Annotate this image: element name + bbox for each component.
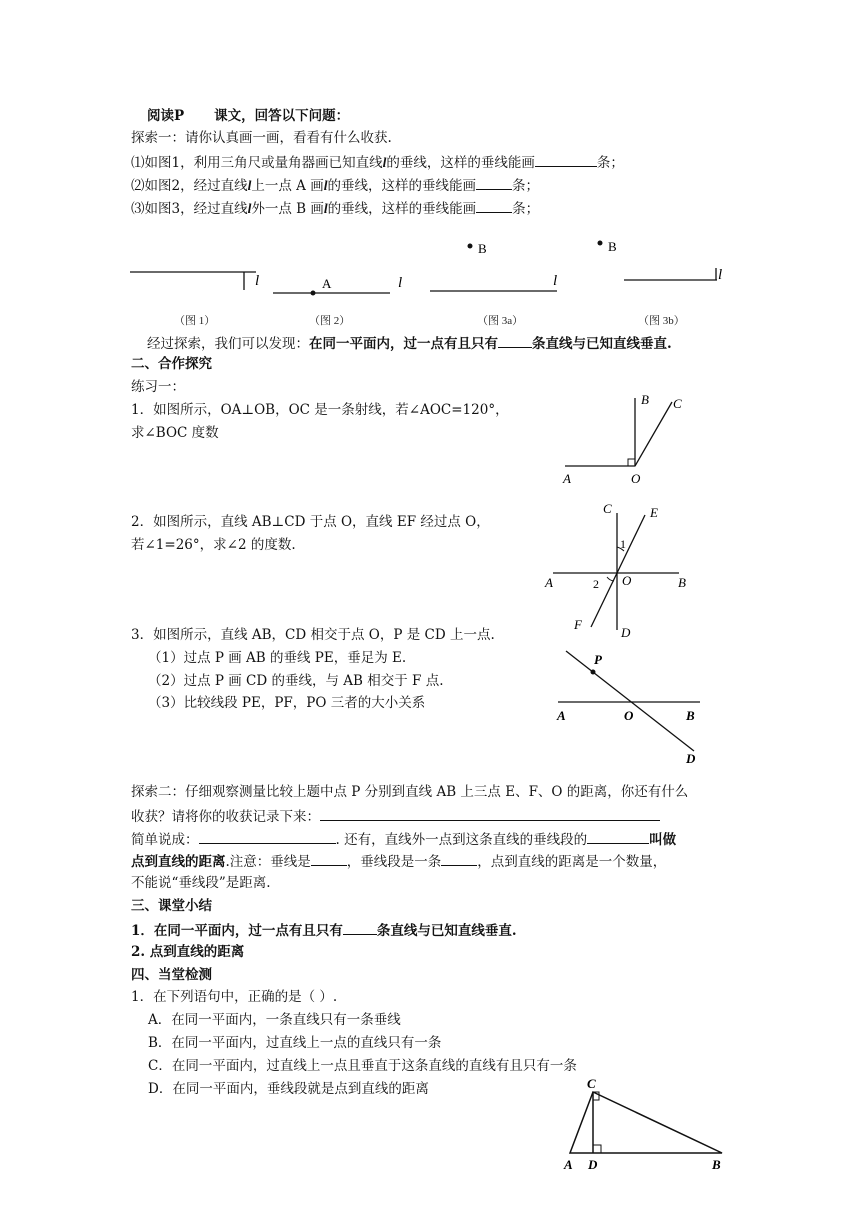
label-a: A (563, 471, 571, 486)
right-angle-mark-d (593, 1145, 601, 1153)
fig1-label-l: l (255, 273, 260, 289)
q3-text-a: ⑶如图3，经过直线 (131, 201, 248, 217)
question-2 (131, 175, 539, 195)
summary-item1-b: 条直线与已知直线垂直. (376, 923, 517, 939)
figure-ex2 (535, 495, 705, 645)
fig3a-label-b: B (478, 241, 487, 256)
fig3b-label-l: l (718, 267, 723, 283)
reading-heading (147, 107, 349, 125)
figure-ex3 (550, 645, 720, 770)
label-e: E (650, 505, 658, 520)
fig2-label-l: l (398, 275, 403, 291)
explore2-line2-text: 收获？请将你的收获记录下来： (131, 809, 320, 825)
ex1-line1: 1．如图所示，OA⊥OB，OC 是一条射线，若∠AOC=120°， (131, 402, 509, 418)
question-1 (131, 152, 624, 172)
label-d: D (686, 751, 696, 766)
explore2-line4-bold: 点到直线的距离 (131, 854, 226, 870)
q1-text-b: 的垂线，这样的垂线能画 (386, 155, 535, 171)
explore2-line3-b: . 还有，直线外一点到这条直线的垂线段的 (335, 832, 588, 848)
explore2-line4-b: ，垂线段是一条 (346, 854, 442, 870)
answer-blank[interactable] (311, 851, 347, 866)
explore2-line3-c: 叫做 (649, 832, 677, 848)
figures-row (0, 235, 860, 335)
ex2-line1: 2．如图所示，直线 AB⊥CD 于点 O，直线 EF 经过点 O， (131, 514, 490, 530)
right-angle-mark (628, 459, 635, 466)
line-l-label: l (323, 178, 328, 193)
answer-blank[interactable] (587, 829, 649, 844)
label-a: A (564, 1157, 573, 1172)
conclusion (147, 333, 672, 353)
label-c: C (587, 1076, 596, 1091)
label-b: B (712, 1157, 721, 1172)
line-ef (591, 515, 645, 627)
section3-title: 三、课堂小结 (131, 898, 212, 914)
caption-fig1: （图 1） (174, 315, 216, 327)
ex1-line2: 求∠BOC 度数 (131, 425, 219, 441)
ex3-line1: 3．如图所示，直线 AB，CD 相交于点 O，P 是 CD 上一点. (131, 627, 495, 643)
label-1: 1 (620, 537, 626, 551)
answer-blank[interactable] (476, 175, 512, 190)
ex2-line2: 若∠1=26°，求∠2 的度数. (131, 537, 296, 553)
summary-item2: 2. 点到直线的距离 (131, 944, 245, 960)
caption-fig2: （图 2） (309, 315, 351, 327)
option-c[interactable]: C．在同一平面内，过直线上一点且垂直于这条直线的直线有且只有一条 (148, 1058, 577, 1074)
q2-text-d: 条； (511, 178, 539, 194)
label-o: O (631, 471, 641, 486)
figure-triangle (560, 1075, 730, 1175)
explore2-line4 (131, 851, 666, 871)
label-f: F (574, 617, 582, 632)
label-2: 2 (593, 577, 599, 591)
explore2-line3-a: 简单说成： (131, 832, 199, 848)
answer-blank[interactable] (343, 920, 377, 935)
explore2-line2 (131, 806, 660, 826)
point-p (591, 670, 596, 675)
explore2-line1: 探索二：仔细观察测量比较上题中点 P 分别到直线 AB 上三点 E、F、O 的距离，你还有什么 (131, 784, 689, 800)
label-o: O (622, 573, 632, 588)
fig3a-label-l: l (553, 273, 558, 289)
question-3 (131, 198, 539, 218)
answer-blank[interactable] (476, 198, 512, 213)
q1-text-c: 条； (596, 155, 624, 171)
summary-item1-a: 1．在同一平面内，过一点有且只有 (131, 923, 343, 939)
ex3-step1: （1）过点 P 画 AB 的垂线 PE，垂足为 E. (148, 650, 407, 666)
figure-ex1 (555, 390, 695, 490)
conclusion-prefix: 经过探索，我们可以发现： (147, 336, 309, 352)
label-c: C (673, 396, 682, 411)
explore2-line4-c: ，点到直线的距离是一个数量， (477, 854, 667, 870)
answer-blank[interactable] (498, 333, 532, 348)
q2-text-c: 的垂线，这样的垂线能画 (327, 178, 476, 194)
line-l-label: l (247, 201, 252, 216)
label-d: D (588, 1157, 598, 1172)
summary-item1 (131, 920, 517, 940)
caption-fig3a: （图 3a） (477, 315, 524, 327)
answer-blank[interactable] (199, 829, 336, 844)
q2-text-b: 上一点 A 画 (251, 178, 324, 194)
section2-title: 二、合作探究 (131, 356, 212, 372)
option-b[interactable]: B．在同一平面内，过直线上一点的直线只有一条 (148, 1035, 442, 1051)
label-o: O (624, 708, 634, 723)
fig3b-label-b: B (608, 239, 617, 254)
fig2-point-a (311, 291, 316, 296)
q2-text-a: ⑵如图2，经过直线 (131, 178, 248, 194)
q3-text-d: 条； (512, 201, 540, 217)
fig3a-point-b (468, 244, 473, 249)
ex3-step3: （3）比较线段 PE，PF，PO 三者的大小关系 (148, 695, 426, 711)
label-p: P (594, 652, 602, 667)
section4-title: 四、当堂检测 (131, 967, 212, 983)
answer-blank[interactable] (535, 152, 597, 167)
option-d[interactable]: D．在同一平面内，垂线段就是点到直线的距离 (148, 1081, 429, 1097)
conclusion-bold-a: 在同一平面内，过一点有且只有 (309, 336, 498, 352)
label-b: B (641, 392, 649, 407)
explore1-intro: 探索一：请你认真画一画，看看有什么收获. (131, 130, 392, 146)
q1-text-a: ⑴如图1，利用三角尺或量角器画已知直线 (131, 155, 383, 171)
label-c: C (603, 501, 612, 516)
conclusion-bold-b: 条直线与已知直线垂直. (532, 336, 672, 352)
explore2-line3 (131, 829, 676, 849)
reading-heading-b: 课文，回答以下问题： (214, 108, 350, 124)
angle2-arc (607, 577, 614, 581)
practice-label: 练习一： (131, 379, 185, 395)
explore2-line5: 不能说“垂线段”是距离. (131, 875, 271, 891)
line-l-label: l (382, 155, 387, 170)
line-l-label: l (323, 201, 328, 216)
option-a[interactable]: A．在同一平面内，一条直线只有一条垂线 (148, 1012, 401, 1028)
line-l-label: l (247, 178, 252, 193)
line-cd (566, 651, 694, 751)
fig3b-point-b (598, 241, 603, 246)
ex3-step2: （2）过点 P 画 CD 的垂线，与 AB 相交于 F 点. (148, 673, 444, 689)
test-q1: 1．在下列语句中，正确的是（ ）. (131, 989, 338, 1005)
label-b: B (678, 575, 686, 590)
label-b: B (686, 708, 695, 723)
label-a: A (557, 708, 566, 723)
answer-blank[interactable] (441, 851, 477, 866)
fig2-label-a: A (322, 276, 332, 291)
q3-text-b: 外一点 B 画 (251, 201, 324, 217)
explore2-line4-a: .注意：垂线是 (225, 854, 311, 870)
q3-text-c: 的垂线，这样的垂线能画 (327, 201, 477, 217)
answer-blank[interactable] (320, 806, 660, 821)
reading-heading-a: 阅读P (147, 108, 185, 124)
label-a: A (545, 575, 553, 590)
caption-fig3b: （图 3b） (638, 315, 685, 327)
ray-oc (635, 402, 672, 466)
label-d: D (621, 625, 631, 640)
